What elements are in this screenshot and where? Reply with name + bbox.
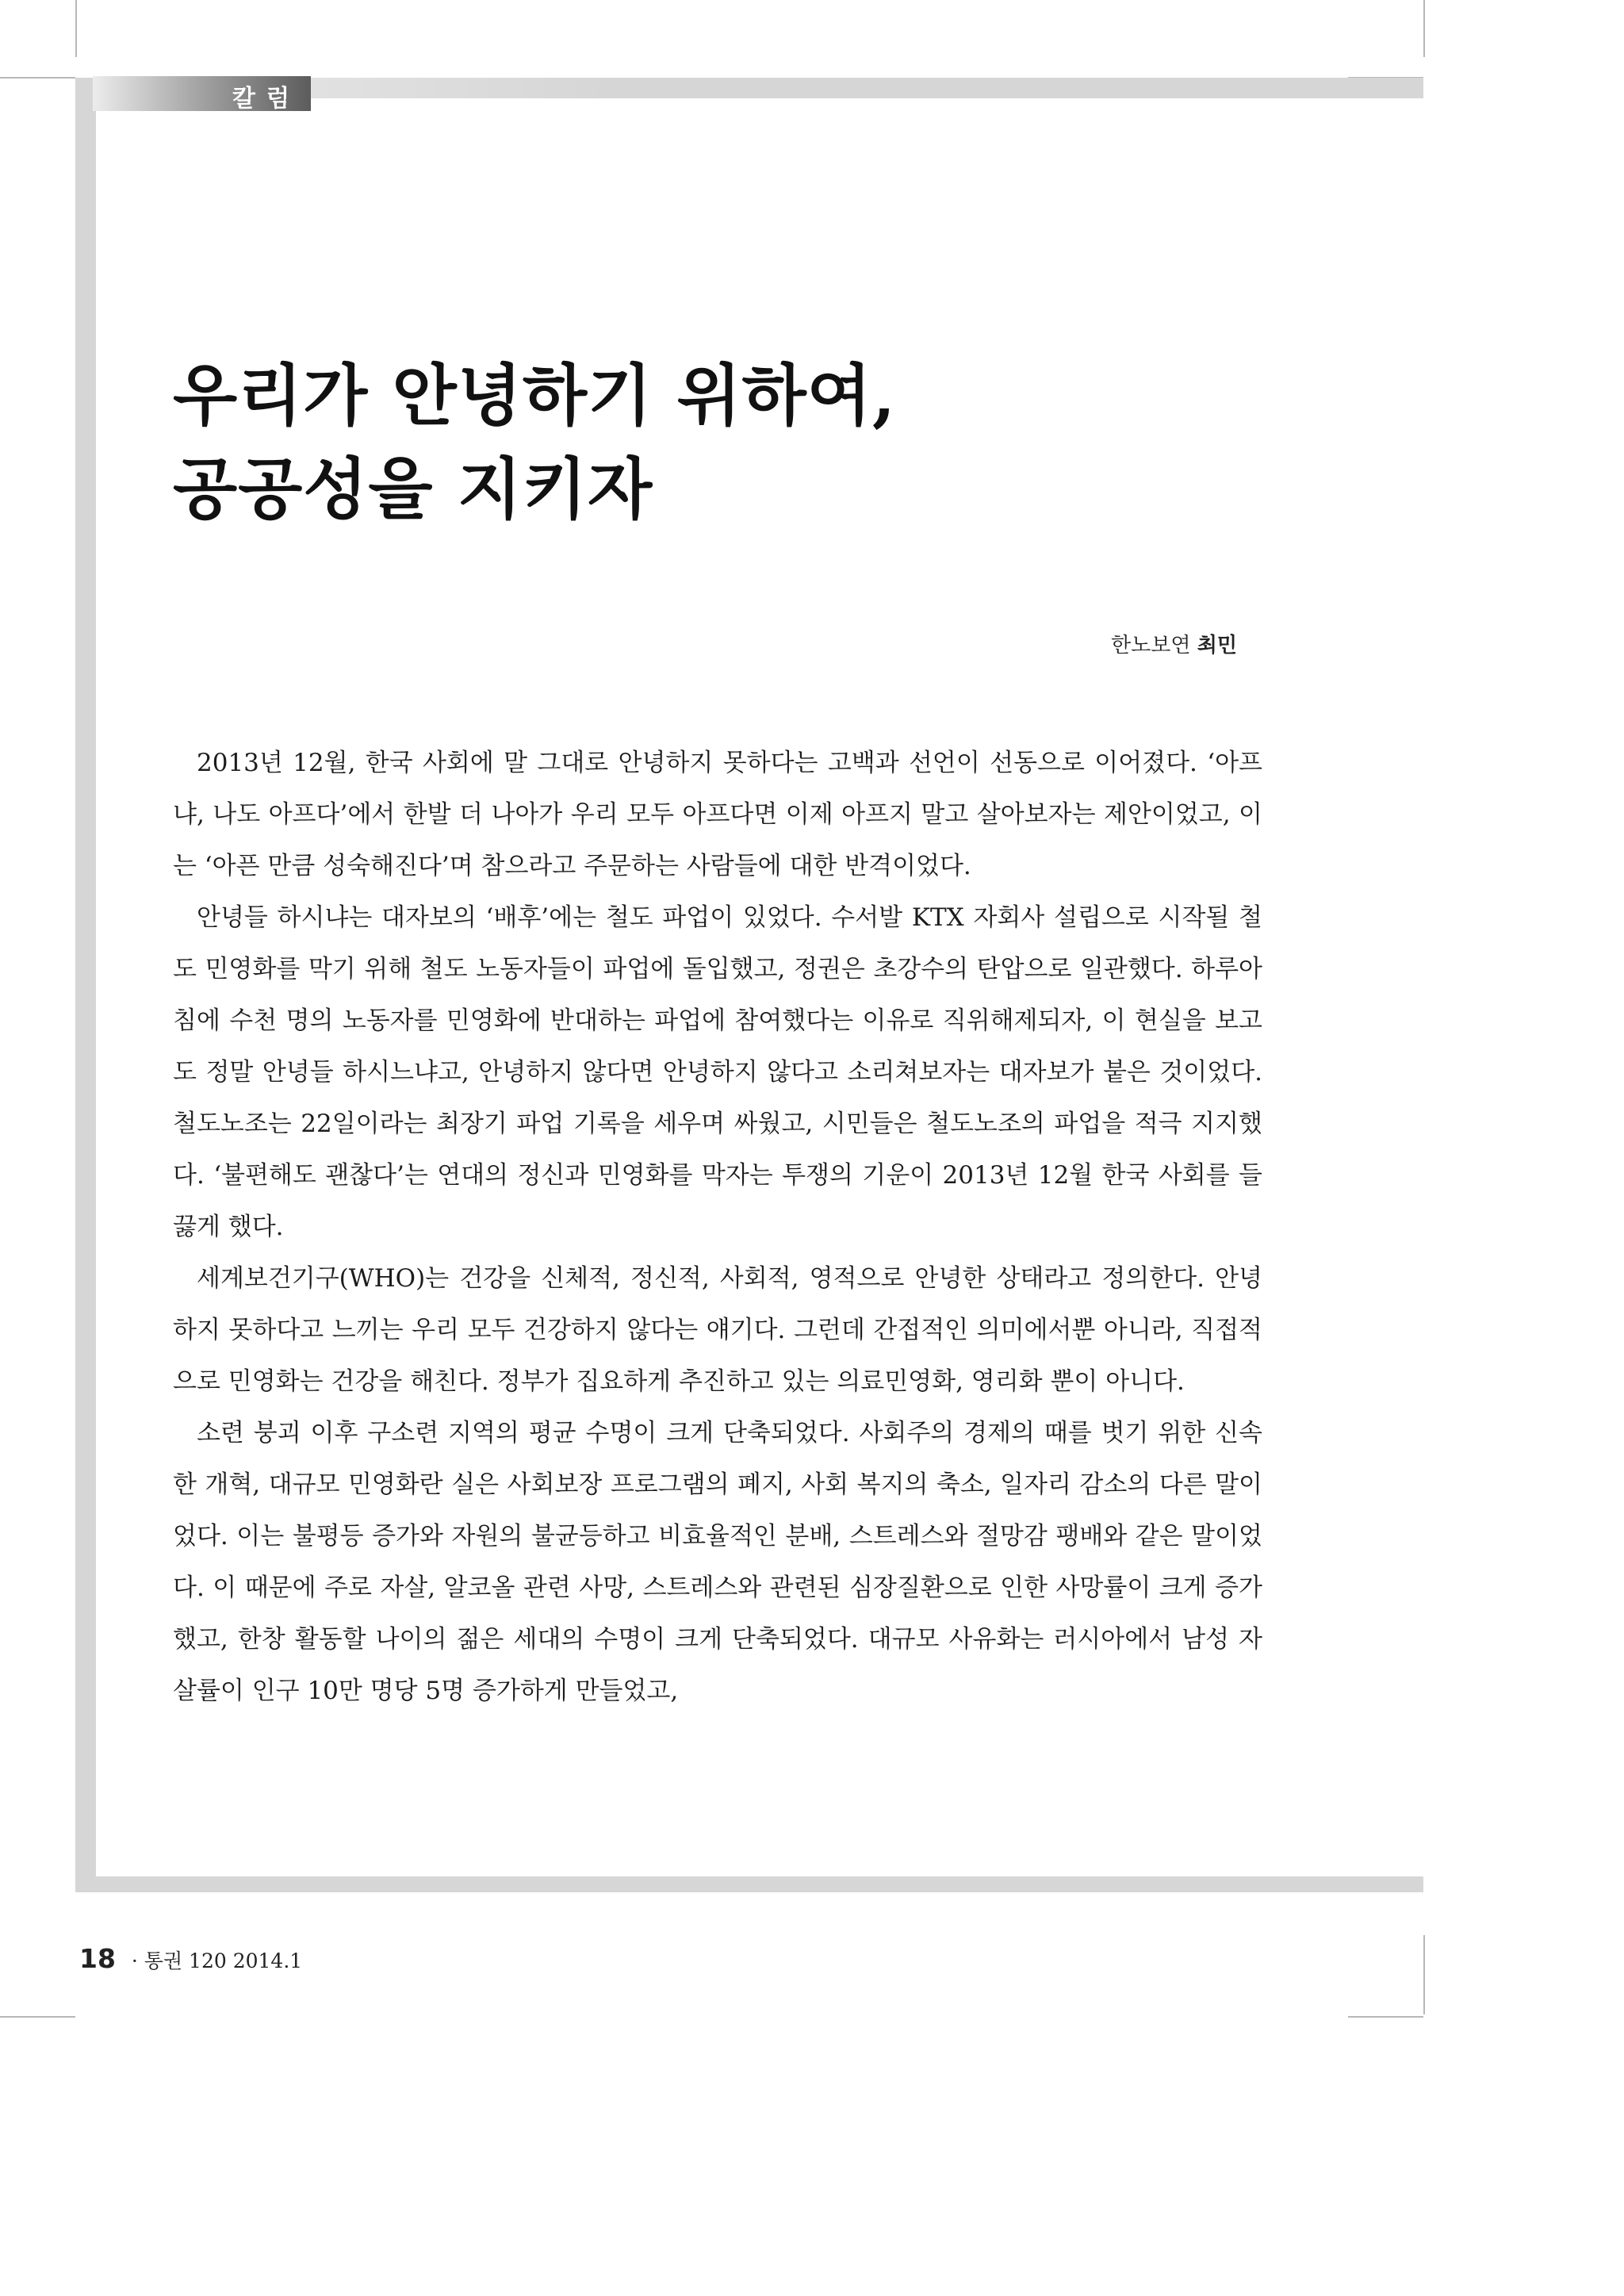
paragraph: 세계보건기구(WHO)는 건강을 신체적, 정신적, 사회적, 영적으로 안녕한 상태라고 정의한다. 안녕하지 못하다고 느끼는 우리 모두 건강하지 않다는 얘기다. 그런데 간접적인 의미에서뿐 아니라, 직접적으로 민영화는 건강을 해친다. 정부가 집요하게 추진하고 있는 의료민영화, 영리화 뿐이 아니다.	[173, 1264, 1262, 1396]
footer-separator: ·	[131, 1949, 138, 1972]
paragraph: 안녕들 하시냐는 대자보의 ‘배후’에는 철도 파업이 있었다. 수서발 KTX 자회사 설립으로 시작될 철도 민영화를 막기 위해 철도 노동자들이 파업에 돌입했고, 정권은 초강수의 탄압으로 일관했다. 하루아침에 수천 명의 노동자를 민영화에 반대하는 파업에 참여했다는 이유로 직위해제되자, 이 현실을 보고도 정말 안녕들 하시느냐고, 안녕하지 않다면 안녕하지 않다고 소리쳐보자는 대자보가 붙은 것이었다. 철도노조는 22일이라는 최장기 파업 기록을 세우며 싸웠고, 시민들은 철도노조의 파업을 적극 지지했다. ‘불편해도 괜찮다’는 연대의 정신과 민영화를 막자는 투쟁의 기운이 2013년 12월 한국 사회를 들끓게 했다.	[173, 903, 1262, 1241]
publication-issue: 통권 120	[144, 1949, 227, 1972]
author-affiliation: 한노보연	[1111, 634, 1191, 657]
crop-mark	[1423, 1935, 1425, 2014]
page-footer	[79, 1943, 302, 1974]
publication-date: 2014.1	[232, 1949, 303, 1972]
page-number: 18	[79, 1943, 116, 1974]
title-line: 공공성을 지키자	[173, 450, 653, 528]
crop-mark	[75, 0, 77, 57]
article-title	[173, 349, 896, 536]
crop-mark	[0, 2016, 75, 2018]
title-line: 우리가 안녕하기 위하여,	[173, 356, 897, 435]
paragraph: 소련 붕괴 이후 구소련 지역의 평균 수명이 크게 단축되었다. 사회주의 경제의 때를 벗기 위한 신속한 개혁, 대규모 민영화란 실은 사회보장 프로그램의 폐지, 사회 복지의 축소, 일자리 감소의 다른 말이었다. 이는 불평등 증가와 자원의 불균등하고 비효율적인 분배, 스트레스와 절망감 팽배와 같은 말이었다. 이 때문에 주로 자살, 알코올 관련 사망, 스트레스와 관련된 심장질환으로 인한 사망률이 크게 증가했고, 한창 활동할 나이의 젊은 세대의 수명이 크게 단축되었다. 대규모 사유화는 러시아에서 남성 자살률이 인구 10만 명당 5명 증가하게 만들었고,	[173, 1419, 1262, 1705]
author-name: 최민	[1197, 634, 1237, 657]
page-frame-left	[75, 78, 96, 1892]
byline	[1111, 629, 1237, 658]
crop-mark	[1423, 0, 1425, 57]
paragraph: 2013년 12월, 한국 사회에 말 그대로 안녕하지 못하다는 고백과 선언이 선동으로 이어졌다. ‘아프냐, 나도 아프다’에서 한발 더 나아가 우리 모두 아프다면 이제 아프지 말고 살아보자는 제안이었고, 이는 ‘아픈 만큼 성숙해진다’며 참으라고 주문하는 사람들에 대한 반격이었다.	[173, 749, 1262, 880]
article-body	[173, 738, 1262, 1717]
section-label: 칼럼	[232, 85, 301, 113]
crop-mark	[1348, 2016, 1423, 2018]
crop-mark	[0, 77, 75, 79]
page-frame-bottom	[75, 1876, 1423, 1892]
